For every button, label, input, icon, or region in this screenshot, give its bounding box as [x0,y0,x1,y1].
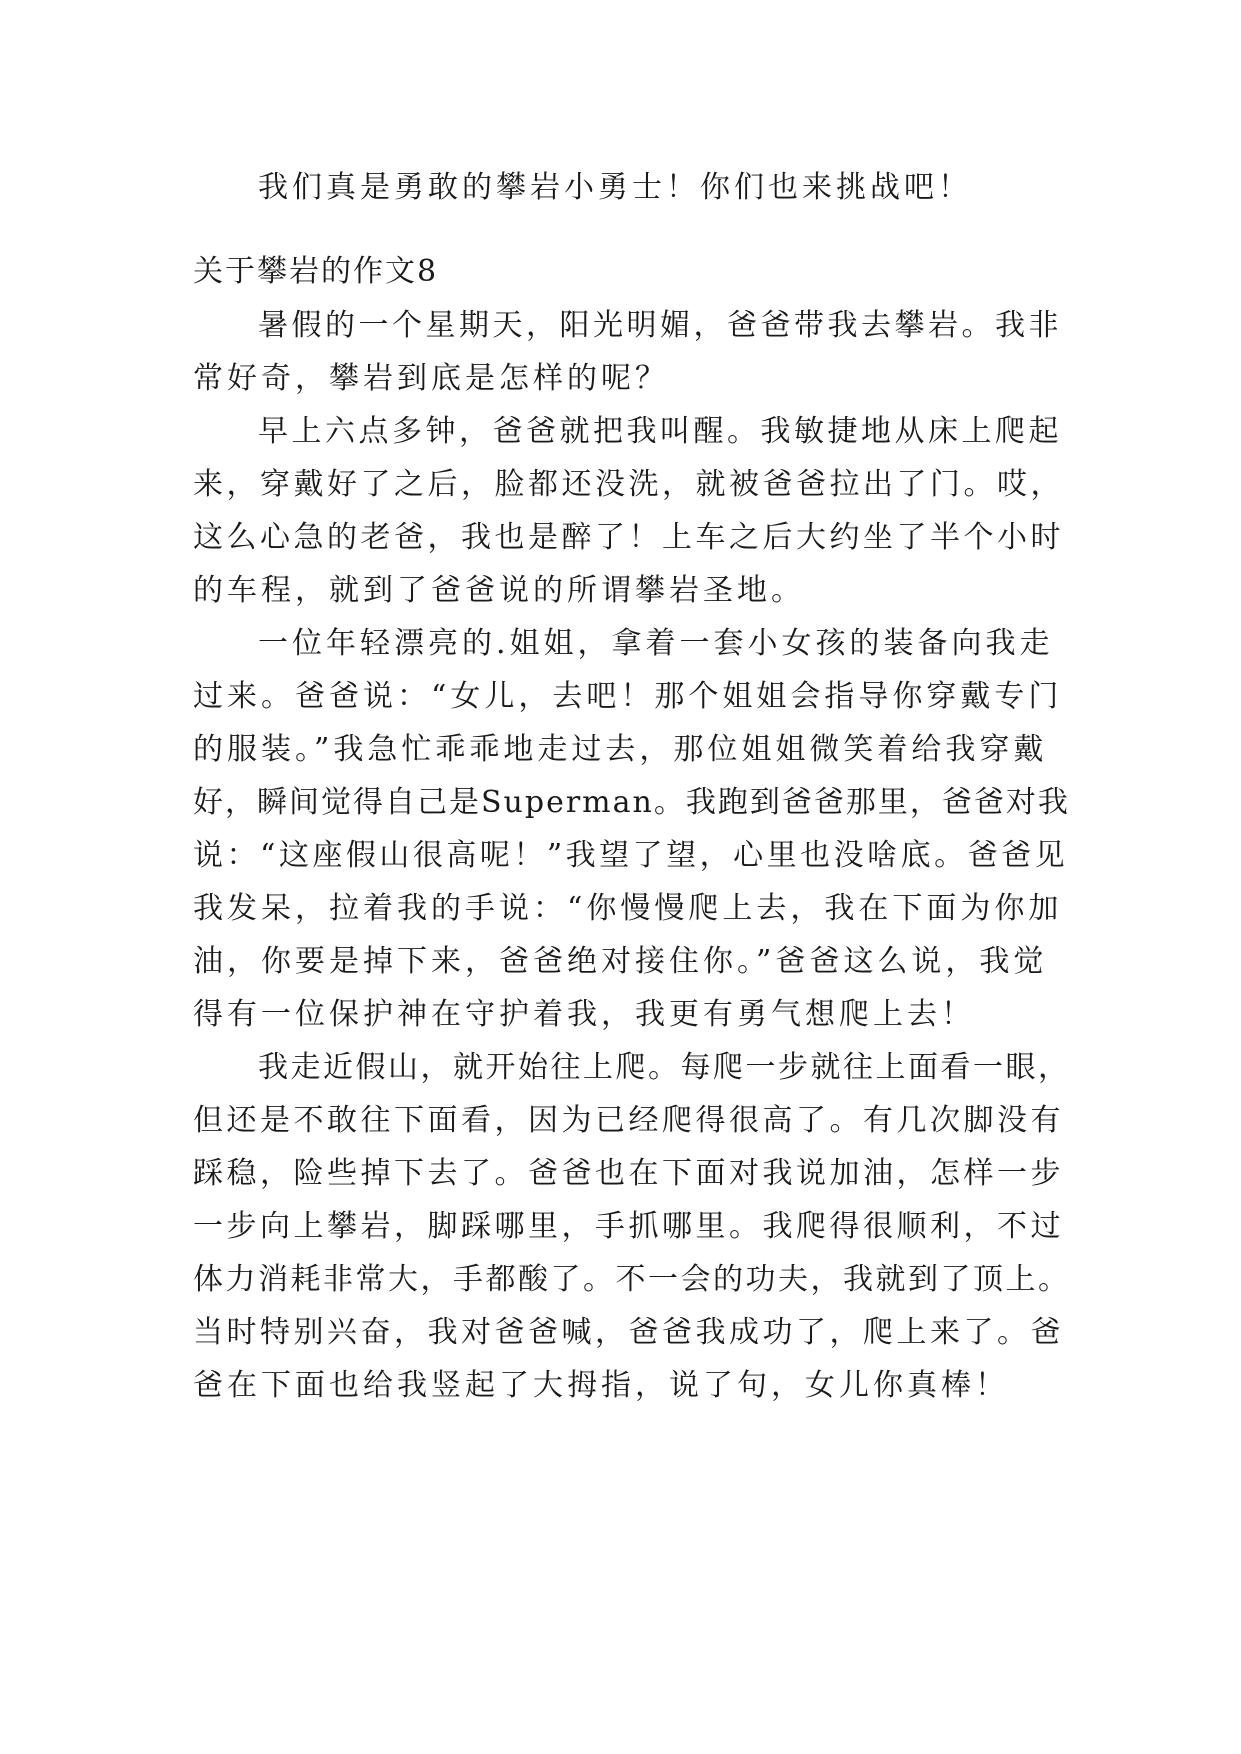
paragraph-line: 暑假的一个星期天，阳光明媚，爸爸带我去攀岩。我非 [258,308,1062,343]
paragraph-line: 说：“这座假山很高呢！”我望了望，心里也没啥底。爸爸见 [193,838,1069,873]
paragraph-line: 过来。爸爸说：“女儿，去吧！那个姐姐会指导你穿戴专门 [193,679,1063,714]
paragraph-line: 油，你要是掉下来，爸爸绝对接住你。”爸爸这么说，我觉 [193,944,1048,979]
paragraph-line: 好，瞬间觉得自己是Superman。我跑到爸爸那里，爸爸对我 [193,785,1070,820]
section-heading: 关于攀岩的作文8 [193,254,439,289]
paragraph-line: 的车程，就到了爸爸说的所谓攀岩圣地。 [193,573,805,608]
paragraph-line: 得有一位保护神在守护着我，我更有勇气想爬上去！ [193,997,975,1032]
paragraph-line: 体力消耗非常大，手都酸了。不一会的功夫，我就到了顶上。 [193,1262,1071,1297]
paragraph-line: 爸在下面也给我竖起了大拇指，说了句，女儿你真棒！ [193,1368,1009,1403]
paragraph-line: 但还是不敢往下面看，因为已经爬得很高了。有几次脚没有 [193,1103,1064,1138]
paragraph-line: 我发呆，拉着我的手说：“你慢慢爬上去，我在下面为你加 [193,891,1063,926]
paragraph-line: 这么心急的老爸，我也是醉了！上车之后大约坐了半个小时 [193,520,1064,555]
paragraph-line: 我走近假山，就开始往上爬。每爬一步就往上面看一眼， [258,1050,1071,1085]
paragraph-line: 早上六点多钟，爸爸就把我叫醒。我敏捷地从床上爬起 [258,414,1062,449]
paragraph-line: 来，穿戴好了之后，脸都还没洗，就被爸爸拉出了门。哎， [193,467,1064,502]
paragraph-line: 常好奇，攀岩到底是怎样的呢？ [193,361,669,396]
paragraph-line: 一步向上攀岩，脚踩哪里，手抓哪里。我爬得很顺利，不过 [193,1209,1064,1244]
paragraph-line: 当时特别兴奋，我对爸爸喊，爸爸我成功了，爬上来了。爸 [193,1315,1064,1350]
paragraph-line: 我们真是勇敢的攀岩小勇士！你们也来挑战吧！ [258,170,972,205]
paragraph-line: 的服装。”我急忙乖乖地走过去，那位姐姐微笑着给我穿戴 [193,732,1048,767]
paragraph-line: 一位年轻漂亮的.姐姐，拿着一套小女孩的装备向我走 [258,626,1054,661]
paragraph-line: 踩稳，险些掉下去了。爸爸也在下面对我说加油，怎样一步 [193,1156,1064,1191]
